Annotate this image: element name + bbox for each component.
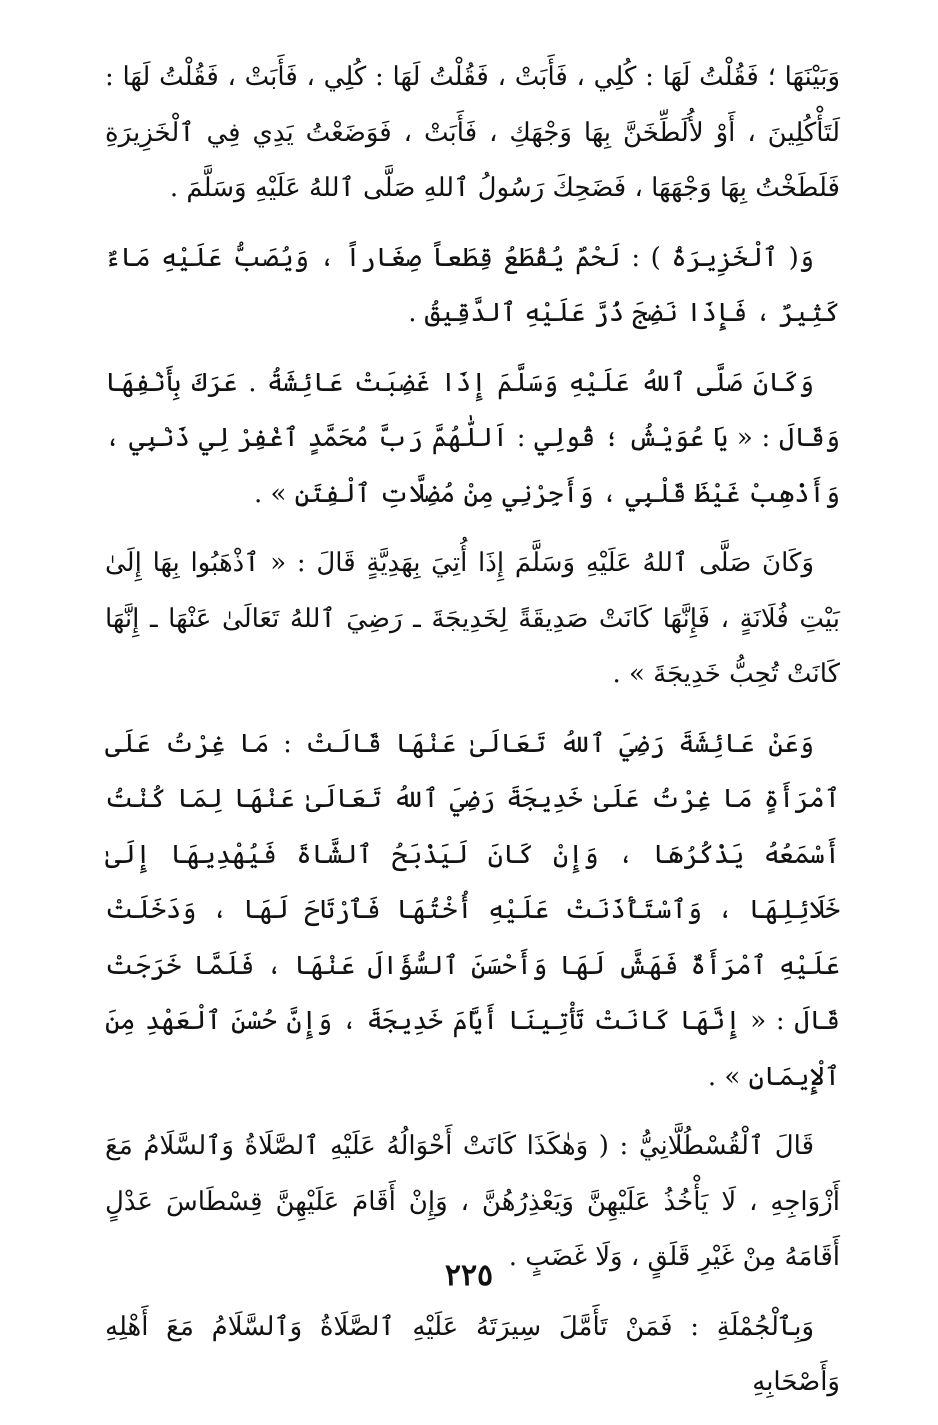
- paragraph-6: قَالَ ٱلْقُسْطُلَّانِيُّ : ( وَهٰكَذَا كَانَتْ أَحْوَالُهُ عَلَيْهِ ٱلصَّلَاةُ وَٱلسَّلَامُ مَعَ أَزْوَاجِهِ ، لَا يَأْخُذُ عَلَيْهِنَّ وَيَعْذِرُهُنَّ ، وَإِنْ أَقَامَ عَلَيْهِنَّ قِسْطَاسَ عَدْلٍ أَقَامَهُ مِنْ غَيْرِ قَلَقٍ ، وَلَا غَضَبٍ .: [105, 1131, 840, 1272]
- paragraph-1: وَبَيْنَهَا ؛ فَقُلْتُ لَهَا : كُلِي ، فَأَبَتْ ، فَقُلْتُ لَهَا : كُلِي ، فَأَبَتْ ، فَقُلْتُ لَهَا : لَتَأْكُلِينَ ، أَوْ لأُلَطِّخَنَّ بِهَا وَجْهَكِ ، فَأَبَتْ ، فَوَضَعْتُ يَدِي فِي ٱلْخَزِيرَةِ فَلَطَخْتُ بِهَا وَجْهَهَا ، فَضَحِكَ رَسُولُ ٱللهِ صَلَّى ٱللهُ عَلَيْهِ وَسَلَّمَ .: [105, 62, 840, 203]
- paragraph-5: وَعَنْ عَائِشَةَ رَضِيَ ٱللهُ تَعَالَىٰ عَنْهَا قَالَتْ : مَا غِرْتُ عَلَى ٱمْرَأَةٍ مَا غِرْتُ عَلَىٰ خَدِيجَةَ رَضِيَ ٱللهُ تَعَالَىٰ عَنْهَا لِمَا كُنْتُ أَسْمَعُهُ يَذْكُرُهَا ، وَإِنْ كَانَ لَيَذْبَحُ ٱلشَّاةَ فَيُهْدِيهَا إِلَىٰ خَلَائِلِهَا ، وَٱسْتَأْذَنَتْ عَلَيْهِ أُخْتُهَا فَٱرْتَاحَ لَهَا ، وَدَخَلَتْ عَلَيْهِ ٱمْرَأَةٌ فَهَشَّ لَهَا وَأَحْسَنَ ٱلسُّؤَالَ عَنْهَا ، فَلَمَّا خَرَجَتْ قَالَ : « إِنَّهَا كَانَتْ تَأْتِينَا أَيَّامَ خَدِيجَةَ ، وَإِنَّ حُسْنَ ٱلْعَهْدِ مِنَ ٱلْإِيمَانِ » .: [105, 728, 840, 1092]
- paragraph-2: وَ( ٱلْخَزِيرَةُ ) : لَحْمٌ يُقْطَعُ قِطَعاً صِغَاراً ، وَيُصَبُّ عَلَيْهِ مَاءٌ كَثِيرٌ ، فَإِذَا نَضِجَ ذُرَّ عَلَيْهِ ٱلدَّقِيقُ .: [105, 242, 840, 328]
- paragraph-7: وَبِٱلْجُمْلَةِ : فَمَنْ تَأَمَّلَ سِيرَتَهُ عَلَيْهِ ٱلصَّلَاةُ وَٱلسَّلَامُ مَعَ أَهْلِهِ وَأَصْحَابِهِ: [105, 1311, 840, 1397]
- page-body: [105, 50, 840, 1425]
- paragraph-3: وَكَانَ صَلَّى ٱللهُ عَلَيْهِ وَسَلَّمَ إِذَا غَضِبَتْ عَائِشَةُ . عَرَكَ بِأَنْفِهَا وَقَالَ : « يَا عُوَيْشُ ؛ قُولِي : اَللّٰهُمَّ رَبَّ مُحَمَّدٍ ٱغْفِرْ لِي ذَنْبِي ، وَأَذْهِبْ غَيْظَ قَلْبِي ، وَأَجِرْنِي مِنْ مُضِلَّاتِ ٱلْفِتَنِ » .: [105, 367, 840, 509]
- page-number: ٢٢٥: [444, 1258, 494, 1293]
- paragraph-4: وَكَانَ صَلَّى ٱللهُ عَلَيْهِ وَسَلَّمَ إِذَا أُتِيَ بِهَدِيَّةٍ قَالَ : « ٱذْهَبُوا بِهَا إِلَىٰ بَيْتِ فُلَانَةٍ ، فَإِنَّهَا كَانَتْ صَدِيقَةً لِخَدِيجَةَ ـ رَضِيَ ٱللهُ تَعَالَىٰ عَنْهَا ـ إِنَّهَا كَانَتْ تُحِبُّ خَدِيجَةَ » .: [105, 548, 840, 689]
